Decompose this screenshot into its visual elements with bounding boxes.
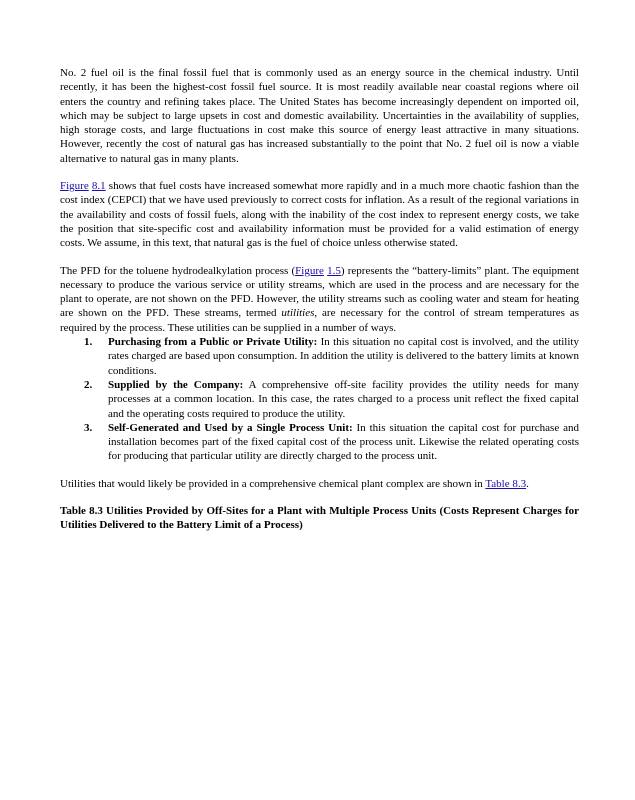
document-body [60,66,579,533]
table-caption: Table 8.3 Utilities Provided by Off-Sites for a Plant with Multiple Process Units (Costs Represent Charges for Utilities Delivered to the Battery Limit of a Process) [60,505,579,532]
figure-1-5-link-number[interactable]: 1.5 [327,264,341,277]
figure-8-1-link-word[interactable]: Figure [60,180,89,193]
list-item-company-supplied [60,378,579,421]
paragraph-pfd-text-after: , are necessary for the control of stream temperatures as required by the process. These utilities can be supplied in a number of ways. [60,307,579,334]
figure-1-5-link-word[interactable]: Figure [295,264,324,277]
paragraph-utilities-end: . [526,477,529,490]
list-text: A comprehensive off-site facility provides the utility needs for many processes at a common location. In this case, the rates charged to a process unit reflect the fixed capital and the operating costs required to produce the utility. [108,378,579,420]
paragraph-fuel-oil: No. 2 fuel oil is the final fossil fuel that is commonly used as an energy source in the chemical industry. Until recently, it has been the highest-cost fossil fuel source. It is most readily available near coastal regions where oil enters the country and refining takes place. The United States has become increasingly dependent on imported oil, which may be subject to large upsets in cost and domestic availability. Uncertainties in the availability of supplies, high storage costs, and large fluctuations in cost make this source of energy least attractive in many situations. However, recently the cost of natural gas has increased substantially to the point that No. 2 fuel oil is now a viable alternative to natural gas in many plants. [60,67,579,165]
list-label: Self-Generated and Used by a Single Process Unit: [108,421,353,434]
paragraph-fuel-costs-text: shows that fuel costs have increased somewhat more rapidly and in a much more chaotic fashion than the cost index (CEPCI) that we have used previously to correct costs for inflation. As a result of the regional variations in the availability and costs of fossil fuels, along with the inability of the cost index to represent energy costs, we take the position that site-specific cost and availability information must be provided for a valid estimation of energy costs. We assume, in this text, that natural gas is the fuel of choice unless otherwise stated. [60,180,580,250]
paragraph-pfd-text-before: The PFD for the toluene hydrodealkylation process ( [60,264,296,277]
list-text: In this situation the capital cost for purchase and installation becomes part of the fixed capital cost of the process unit. Likewise the related operating costs for producing that particular utility are directly charged to the process unit. [108,421,579,463]
utility-supply-list [60,335,579,464]
table-8-3-link[interactable]: Table 8.3 [485,477,527,490]
list-label: Purchasing from a Public or Private Utility: [108,336,318,349]
list-label: Supplied by the Company: [108,378,244,391]
list-number: 3. [84,421,93,434]
paragraph-utilities-table-ref [60,477,579,491]
paragraph-fuel-costs [60,179,579,250]
list-item-self-generated [60,421,579,464]
paragraph-utilities-text: Utilities that would likely be provided in a comprehensive chemical plant complex are shown in [60,477,486,490]
paragraph-pfd [60,264,579,335]
list-item-public-utility [60,335,579,378]
figure-8-1-link-number[interactable]: 8.1 [91,180,106,193]
paragraph-pfd-text-middle: ) represents the “battery-limits” plant. The equipment necessary to produce the various service or utility streams, which are used in the process and are necessary for the plant to operate, are not shown on the PFD. However, the utility streams such as cooling water and steam for heating are shown on the PFD. These streams, termed [60,264,580,320]
list-number: 1. [84,336,93,349]
utilities-term: utilities [281,307,315,320]
list-text: In this situation no capital cost is involved, and the utility rates charged are based upon consumption. In addition the utility is delivered to the battery limits at known conditions. [108,336,579,377]
list-number: 2. [84,378,93,391]
